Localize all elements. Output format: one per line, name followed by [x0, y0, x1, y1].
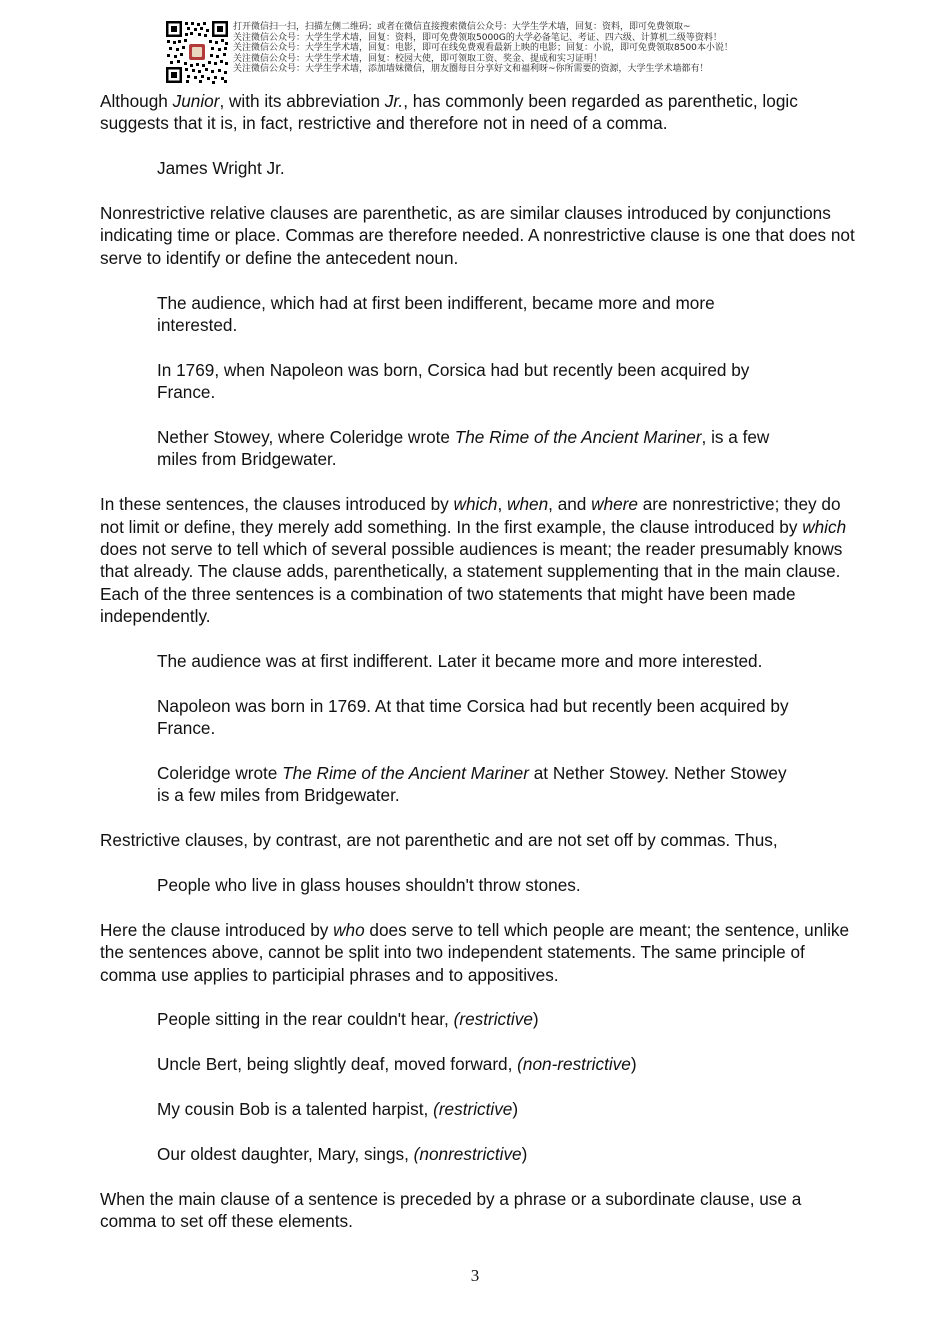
text-run: Coleridge wrote	[157, 763, 283, 784]
italic-text: (nonrestrictive	[413, 1143, 522, 1164]
italic-text: The Rime of the Ancient Mariner	[454, 427, 702, 448]
italic-text: Junior	[172, 91, 220, 111]
text-run: ,	[497, 494, 508, 515]
body-text	[100, 90, 860, 1255]
text-run: Nether Stowey, where Coleridge wrote	[157, 427, 455, 448]
example-sentence	[157, 359, 797, 404]
promo-line: 关注微信公众号：大学生学术墙，回复：校园大使，即可领取工资、奖金、提成和实习证明！	[233, 53, 603, 64]
example-sentence	[157, 650, 797, 672]
text-run: Although	[100, 91, 173, 111]
text-run: , has commonly been regarded as parenthetic, logic suggests that it is, in fact, restrictive and therefore not in need of a comma.	[100, 91, 798, 134]
italic-text: which	[453, 494, 498, 515]
promo-line: 关注微信公众号：大学生学术墙，回复：电影，即可在线免费观看最新上映的电影；回复：小说，即可免费领取8500本小说！	[233, 43, 733, 54]
paragraph	[100, 90, 860, 135]
text-run: Our oldest daughter, Mary, sings,	[157, 1143, 414, 1164]
italic-text: (restrictive	[453, 1009, 533, 1030]
example-sentence	[157, 695, 797, 740]
text-run: )	[630, 1054, 637, 1075]
text-run: )	[532, 1009, 539, 1030]
italic-text: where	[591, 494, 638, 515]
paragraph	[100, 493, 860, 627]
text-run: People who live in glass houses shouldn't throw stones.	[157, 875, 581, 896]
text-run: My cousin Bob is a talented harpist,	[157, 1099, 434, 1120]
text-run: does serve to tell which people are meant; the sentence, unlike the sentences above, cannot be split into two independent statements. The same principle of comma use applies to participial phrases and to appositives.	[100, 919, 850, 985]
example-sentence	[157, 157, 797, 179]
text-run: Napoleon was born in 1769. At that time Corsica had but recently been acquired by France.	[157, 695, 789, 739]
text-run: does not serve to tell which of several possible audiences is meant; the reader presumably knows that already. The clause adds, parenthetically, a statement supplementing that in the main clause. Each of the three sentences is a combination of two statements that might have been made independently.	[100, 539, 843, 627]
example-sentence	[157, 1053, 797, 1075]
paragraph	[100, 829, 860, 851]
text-run: In these sentences, the clauses introduced by	[100, 494, 454, 515]
example-sentence	[157, 874, 797, 896]
italic-text: Jr.	[384, 91, 404, 111]
italic-text: which	[802, 516, 847, 537]
text-run: People sitting in the rear couldn't hear,	[157, 1009, 454, 1030]
text-run: )	[512, 1099, 519, 1120]
text-run: The audience, which had at first been indifferent, became more and more interested.	[157, 292, 715, 336]
example-sentence	[157, 1098, 797, 1120]
text-run: , is a few miles from Bridgewater.	[157, 427, 770, 470]
italic-text: when	[507, 494, 549, 515]
text-run: The audience was at first indifferent. Later it became more and more interested.	[157, 651, 763, 672]
example-sentence	[157, 292, 797, 337]
text-run: , and	[548, 494, 592, 515]
text-run: are nonrestrictive; they do not limit or define, they merely add something. In the first example, the clause introduced by	[100, 494, 841, 537]
page-number: 3	[470, 1266, 480, 1285]
qr-code-icon	[165, 20, 229, 84]
promo-line: 打开微信扫一扫，扫描左侧二维码；或者在微信直接搜索微信公众号：大学生学术墙，回复：资料，即可免费领取~	[233, 22, 691, 32]
promo-line: 关注微信公众号：大学生学术墙，添加墙妹微信，朋友圈每日分享好文和福利呀~你所需要的资源，大学生学术墙都有！	[233, 64, 709, 75]
example-sentence	[157, 1008, 797, 1030]
italic-text: who	[333, 919, 365, 940]
text-run: When the main clause of a sentence is preceded by a phrase or a subordinate clause, use a comma to set off these elements.	[100, 1188, 802, 1232]
text-run: Here the clause introduced by	[100, 919, 334, 940]
paragraph	[100, 202, 860, 269]
italic-text: (non-restrictive	[517, 1054, 631, 1075]
paragraph	[100, 1188, 860, 1233]
text-run: Restrictive clauses, by contrast, are not parenthetic and are not set off by commas. Thus,	[100, 830, 778, 851]
example-sentence	[157, 426, 797, 471]
example-sentence	[157, 762, 797, 807]
promo-text	[233, 22, 813, 75]
text-run: Uncle Bert, being slightly deaf, moved forward,	[157, 1054, 518, 1075]
text-run: )	[521, 1143, 528, 1164]
text-run: Nonrestrictive relative clauses are parenthetic, as are similar clauses introduced by conjunctions indicating time or place. Commas are therefore needed. A nonrestrictive clause is one that does not serve to identify or define the antecedent noun.	[100, 203, 855, 268]
italic-text: The Rime of the Ancient Mariner	[282, 763, 529, 784]
text-run: James Wright Jr.	[157, 158, 285, 179]
text-run: In 1769, when Napoleon was born, Corsica had but recently been acquired by France.	[157, 359, 750, 403]
paragraph	[100, 919, 860, 986]
italic-text: (restrictive	[433, 1099, 513, 1120]
promo-line: 关注微信公众号：大学生学术墙，回复：资料，即可免费领取5000G的大学必备笔记、考证、四六级、计算机二级等资料！	[233, 32, 722, 43]
promo-header	[165, 20, 805, 86]
text-run: at Nether Stowey. Nether Stowey is a few miles from Bridgewater.	[157, 763, 787, 806]
example-sentence	[157, 1143, 797, 1165]
text-run: , with its abbreviation	[219, 91, 385, 111]
